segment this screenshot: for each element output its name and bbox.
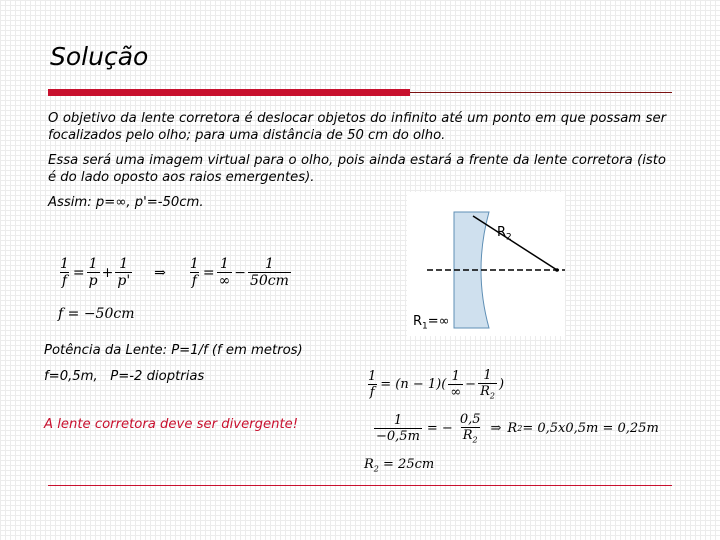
label-r1: $R_1=\infty$: [413, 314, 450, 332]
focal-result: f = −50cm: [58, 306, 135, 322]
slide-title: Solução: [50, 42, 149, 71]
title-underline-bar: [48, 89, 410, 96]
lens-diagram: [407, 192, 565, 336]
paragraph-conclusion: A lente corretora deve ser divergente!: [44, 417, 299, 432]
fraction-1-over-p: $\frac{1}{p}$: [88, 256, 98, 289]
footer-line: [48, 485, 672, 486]
radius-equation: $\frac{1}{-0,5m}$ = − $\frac{0,5}{R_2}$ ⇒ R 2 = 0,5x0,5m = 0,25m: [376, 412, 659, 445]
radius-line: [473, 216, 557, 270]
center-point: [555, 268, 559, 272]
fraction-1-over-f-b: $\frac{1}{f}$: [189, 256, 199, 289]
lensmaker-equation: $\frac{1}{f}$ = (n − 1)( $\frac{1}{\infty}$ − $\frac{1}{R_2}$ ): [368, 368, 505, 401]
implies-arrow: ⇒: [154, 264, 166, 281]
paragraph-values: f=0,5m, P=-2 dioptrias: [44, 369, 205, 384]
fraction-1-over-f: $\frac{1}{f}$: [60, 256, 69, 289]
lens-equation-1: $\frac{1}{f}$ = $\frac{1}{p}$ + $\frac{1}{p'}$ ⇒ $\frac{1}{f}$ = $\frac{1}{\infty}$ − $\frac{1}{50cm}$: [60, 256, 289, 289]
fraction-1-over-50cm: $\frac{1}{50cm}$: [249, 256, 289, 289]
paragraph-assim: Assim: p=∞, p'=-50cm.: [48, 195, 204, 210]
paragraph-virtual-image: Essa será uma imagem virtual para o olho, pois ainda estará a frente da lente corretora (isto é do lado oposto aos raios emergentes).: [48, 153, 666, 185]
paragraph-objective: O objetivo da lente corretora é deslocar objetos do infinito até um ponto em que possam ser focalizados pelo olho; para uma distância de 50 cm do olho.: [48, 111, 666, 143]
fraction-1-over-pp: $\frac{1}{p'}$: [117, 256, 131, 289]
title-underline-line: [410, 92, 672, 93]
label-r2: $R_2$: [497, 225, 512, 243]
paragraph-potencia: Potência da Lente: P=1/f (f em metros): [44, 343, 303, 358]
radius-result: $R_2 = 25cm$: [364, 457, 435, 474]
fraction-1-over-inf: $\frac{1}{\infty}$: [218, 256, 231, 289]
